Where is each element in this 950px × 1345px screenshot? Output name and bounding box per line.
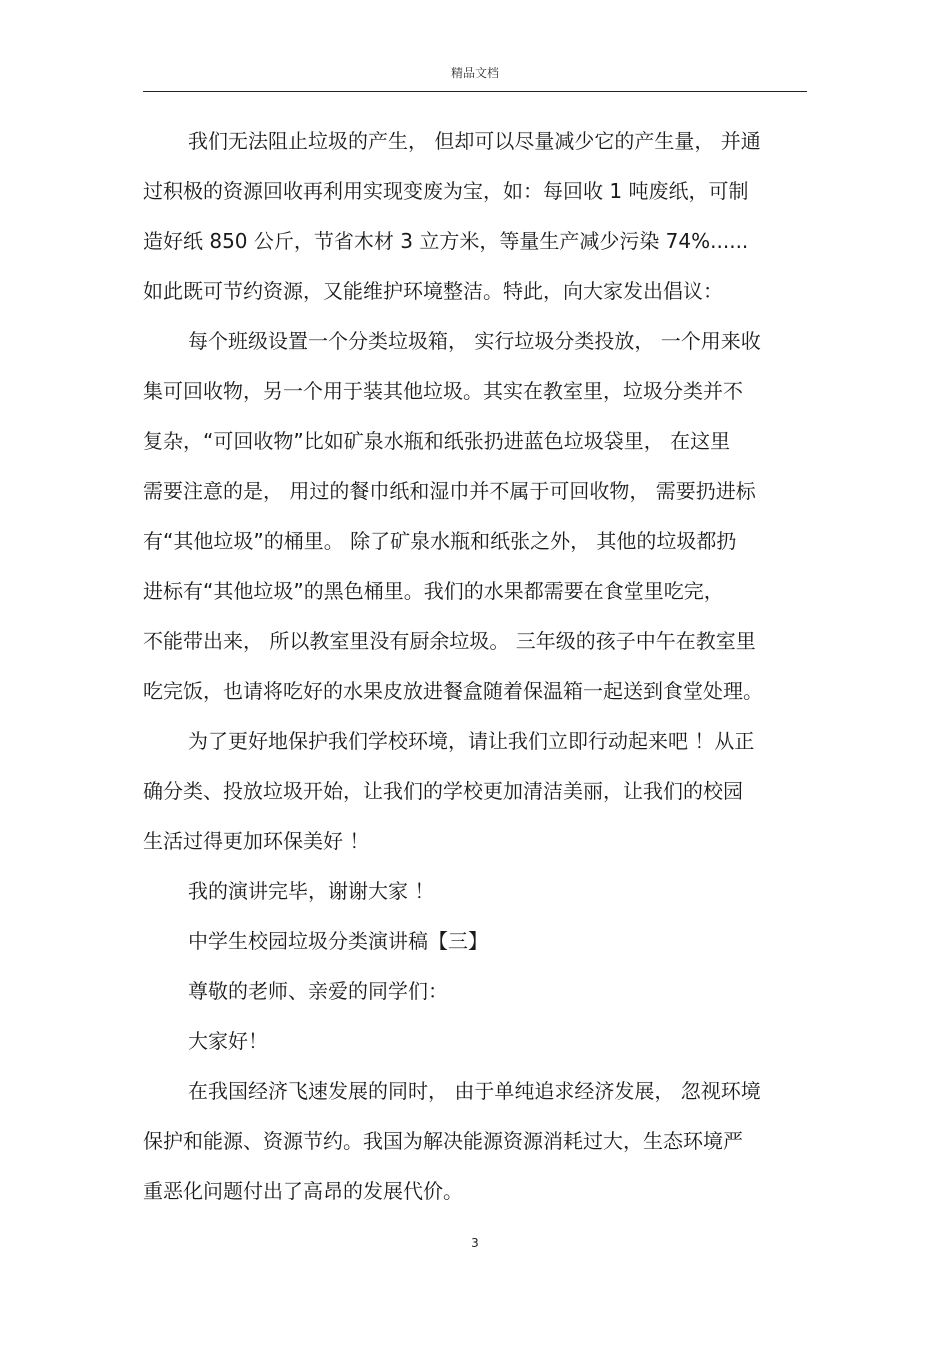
text-line: 每个班级设置一个分类垃圾箱， 实行垃圾分类投放， 一个用来收 — [188, 329, 761, 353]
text-line: 复杂，“可回收物”比如矿泉水瓶和纸张扔进蓝色垃圾袋里， 在这里 — [143, 429, 731, 453]
text-line: 保护和能源、资源节约。我国为解决能源资源消耗过大，生态环境严 — [143, 1129, 743, 1153]
text-line: 生活过得更加环保美好 ！ — [143, 829, 370, 853]
text-line: 集可回收物，另一个用于装其他垃圾。其实在教室里，垃圾分类并不 — [143, 379, 743, 403]
text-line: 我们无法阻止垃圾的产生， 但却可以尽量减少它的产生量， 并通 — [188, 129, 761, 153]
text-line: 不能带出来， 所以教室里没有厨余垃圾。 三年级的孩子中午在教室里 — [143, 629, 756, 653]
page-header: 精品文档 — [450, 66, 499, 80]
text-line: 确分类、投放垃圾开始，让我们的学校更加清洁美丽，让我们的校园 — [143, 779, 743, 803]
header-divider — [143, 91, 807, 92]
text-line: 为了更好地保护我们学校环境，请让我们立即行动起来吧 ！从正 — [188, 729, 755, 753]
greeting: 大家好！ — [188, 1029, 268, 1053]
text-line: 如此既可节约资源，又能维护环境整洁。特此，向大家发出倡议： — [143, 279, 723, 303]
section-heading: 中学生校园垃圾分类演讲稿【三】 — [188, 929, 488, 953]
text-line: 我的演讲完毕，谢谢大家 ！ — [188, 879, 435, 903]
text-line: 进标有“其他垃圾”的黑色桶里。我们的水果都需要在食堂里吃完， — [143, 579, 724, 603]
text-line: 在我国经济飞速发展的同时， 由于单纯追求经济发展， 忽视环境 — [188, 1079, 761, 1103]
text-line: 过积极的资源回收再利用实现变废为宝，如：每回收 1 吨废纸，可制 — [143, 179, 749, 203]
text-line: 重恶化问题付出了高昂的发展代价。 — [143, 1179, 463, 1203]
text-line: 吃完饭，也请将吃好的水果皮放进餐盒随着保温箱一起送到食堂处理。 — [143, 679, 763, 703]
text-line: 造好纸 850 公斤，节省木材 3 立方米，等量生产减少污染 74%...... — [143, 229, 749, 253]
text-line: 有“其他垃圾”的桶里。 除了矿泉水瓶和纸张之外， 其他的垃圾都扔 — [143, 529, 737, 553]
page-number: 3 — [471, 1236, 479, 1250]
text-line: 需要注意的是， 用过的餐巾纸和湿巾并不属于可回收物， 需要扔进标 — [143, 479, 756, 503]
salutation: 尊敬的老师、亲爱的同学们： — [188, 979, 448, 1003]
